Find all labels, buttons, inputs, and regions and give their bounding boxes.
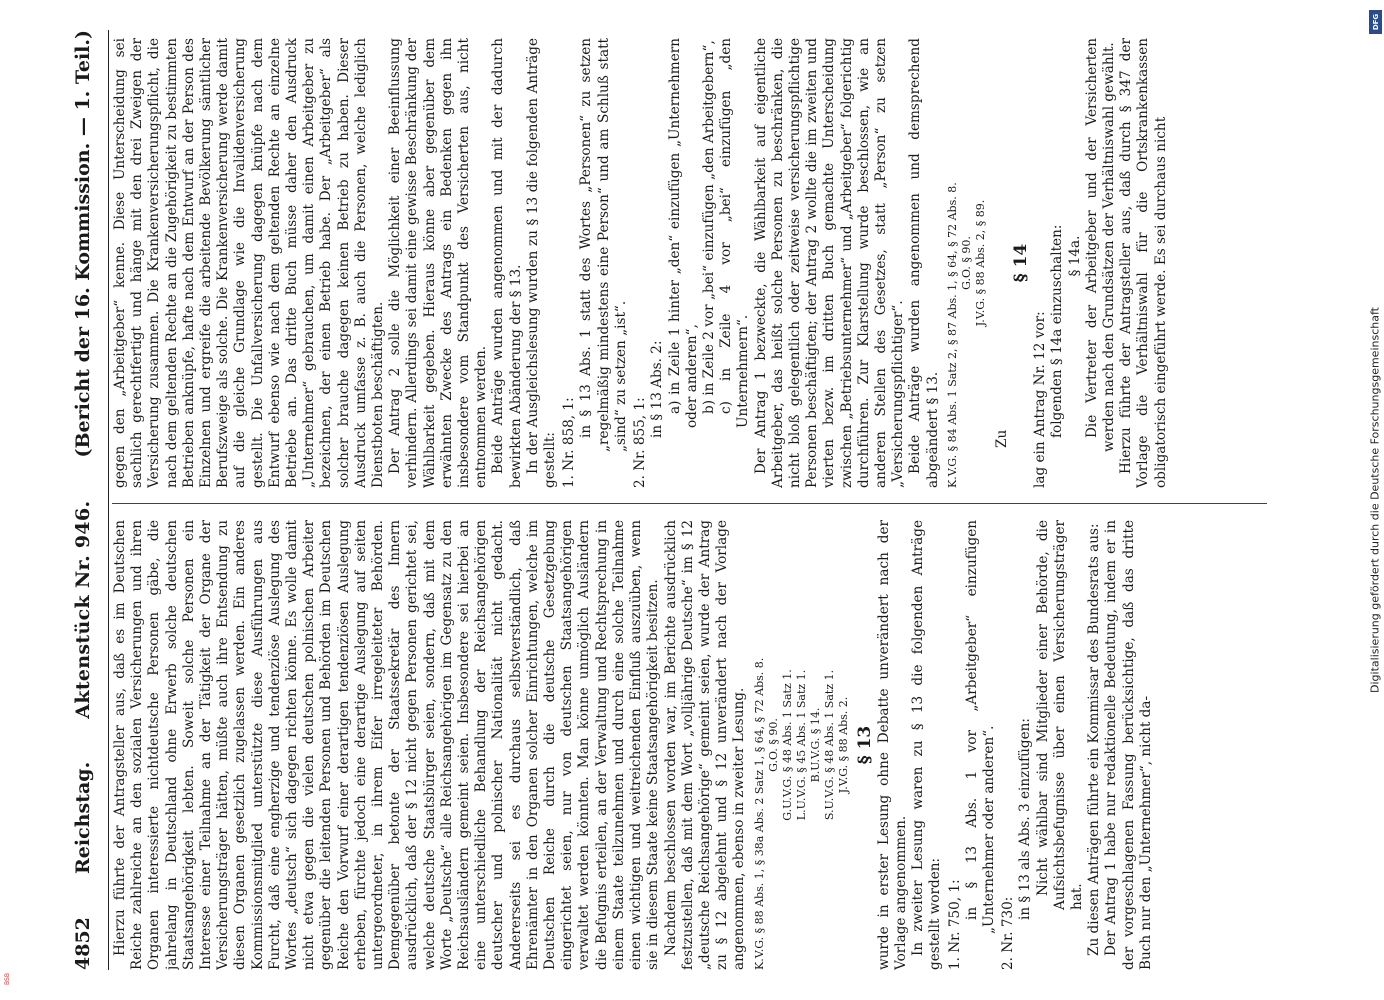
- motion-quote: Nicht wählbar sind Mitglieder einer Behörde, die Aufsichtsbefugnisse über einen Versicherungsträger hat.: [1034, 520, 1085, 910]
- header-center: Aktenstück Nr. 946.: [72, 500, 94, 719]
- paragraph: Zu diesen Anträgen führte ein Kommissar des Bundesrats aus:: [1086, 523, 1103, 956]
- law-reference: K.V.G. § 84 Abs. 1 Satz 2, § 87 Abs. 1, § 64, § 72 Abs. 8.: [945, 182, 959, 488]
- left-column: [112, 520, 1272, 970]
- law-reference: G.U.V.G. § 48 Abs. 1 Satz 1.: [780, 669, 794, 821]
- scanned-page: [72, 30, 1282, 970]
- quoted-provision: Die Vertreter der Arbeitgeber und der Versicherten werden nach den Grundsätzen der Verhältniswahl gewählt.: [1083, 38, 1117, 452]
- law-references: [946, 38, 988, 488]
- section-heading: § 13: [854, 725, 875, 765]
- page-header: [72, 30, 109, 970]
- motion-subitem: b) in Zeile 2 vor „bei“ einzufügen „den Arbeitgebern“,: [700, 40, 717, 414]
- motion-text: in § 13 Abs. 1 vor „Arbeitgeber“ einzufügen „Unternehmer oder anderen“.: [963, 520, 997, 934]
- section-heading: § 14: [1010, 243, 1031, 283]
- motion-text: in § 13 Abs. 2:: [649, 340, 666, 438]
- motion-subitem: a) in Zeile 1 hinter „den“ einzufügen „Unternehmern oder anderen“,: [666, 38, 700, 428]
- dfg-logo-icon: DFG: [1369, 10, 1382, 34]
- digitization-credit: Digitalisierung gefördert durch die Deutsche Forschungsgemeinschaft: [1368, 307, 1382, 693]
- header-left: Reichstag.: [72, 761, 94, 874]
- law-reference: J.V.G. § 88 Abs. 2.: [836, 696, 850, 794]
- motion-label: 2. Nr. 730:: [1000, 896, 1017, 970]
- paragraph: Der Antrag 1 bezweckte, die Wählbarkeit auf eigentliche Arbeitgeber, das heißt solche Personen zu beschränken, die nicht bloß gelegentlich oder zeitweise versicherungspflichtige Personen beschäftigten; der Antrag 2 wollte die im zweiten und vierten bezw. im dritten Buch gemachte Unterscheidung zwischen „Betriebsunternehmer“ und „Arbeitgeber“ folgerichtig durchführen. Zur Klarstellung wurde beschlossen, wie an anderen Stellen des Gesetzes, statt „Person“ zu setzen „Versicherungspflichtiger“.: [752, 38, 907, 488]
- paragraph: Der Antrag 2 solle die Möglichkeit einer Beeinflussung verhindern. Allerdings sei damit eine gewisse Beschränkung der Wählbarkeit gegeben. Hieraus könne aber gegenüber dem erwähnten Zwecke des Antrags ein Bedenken gegen ihn insbesondere vom Standpunkt des Versicherten aus, nicht entnommen werden.: [387, 38, 490, 488]
- paragraph: Nachdem beschlossen worden war, im Berichte ausdrücklich festzustellen, daß mit dem Wort „volljährige Deutsche“ im § 12 „deutsche Reichsangehörige“ gemeint seien, wurde der Antrag zu § 12 abgelehnt und § 12 unverändert nach der Vorlage angenommen, ebenso in zweiter Lesung.: [662, 520, 748, 970]
- paragraph: In der Ausgleichslesung wurden zu § 13 die folgenden Anträge gestellt:: [524, 38, 559, 488]
- motion-text: in § 13 als Abs. 3 einzufügen:: [1017, 718, 1034, 920]
- page-number: 4852: [72, 917, 94, 970]
- paragraph: Hierzu führte der Antragsteller aus, daß durch § 347 der Vorlage die Verhältniswahl für die Ortskrankenkassen obligatorisch eingeführt werde. Es sei durchaus nicht: [1118, 38, 1169, 488]
- motion-label: 1. Nr. 858, 1:: [561, 397, 578, 488]
- zu-label: Zu: [993, 429, 1010, 448]
- paragraph: wurde in erster Lesung ohne Debatte unverändert nach der Vorlage angenommen.: [875, 520, 909, 970]
- paragraph: lag ein Antrag Nr. 12 vor:: [1032, 311, 1049, 488]
- motion-item: [1000, 520, 1086, 970]
- motion-label: 1. Nr. 750, 1:: [946, 879, 963, 970]
- motion-text: in § 13 Abs. 1 statt des Wortes „Personen“ zu setzen „regelmäßig mindestens eine Person“ und am Schluß statt „sind“ zu setzen „ist“.: [578, 38, 629, 452]
- paragraph: folgenden § 14a einzuschalten:: [1049, 224, 1066, 438]
- header-right: (Bericht der 16. Kommission. — 1. Teil.): [72, 30, 94, 458]
- right-column: [112, 38, 1272, 488]
- motion-subitem: c) in Zeile 4 vor „bei“ einzufügen „den Unternehmern“.: [718, 38, 752, 428]
- law-reference: S.U.V.G. § 48 Abs. 1 Satz 1.: [822, 669, 836, 821]
- law-reference: G.O. § 90.: [766, 718, 780, 772]
- paragraph: In zweiter Lesung waren zu § 13 die folgenden Anträge gestellt worden:: [910, 520, 944, 970]
- subsection-heading: § 14a.: [1066, 235, 1083, 277]
- paragraph: Der Antrag 1 habe nur redaktionelle Bedeutung, indem er in der vorgeschlagenen Fassung berücksichtige, daß das dritte Buch nur den „Unternehmer“, nicht da-: [1103, 520, 1154, 970]
- library-mark: BSB: [4, 973, 11, 985]
- motion-item: [947, 520, 999, 970]
- motion-label: 2. Nr. 855, 1:: [632, 397, 649, 488]
- column-divider: [112, 503, 1267, 504]
- law-reference: L.U.V.G. § 45 Abs. 1 Satz 1.: [794, 669, 808, 821]
- law-reference: B.U.V.G. § 14.: [808, 707, 822, 783]
- paragraph: gegen den „Arbeitgeber“ kenne. Diese Unterscheidung sei sachlich gerechtfertigt und hänge mit den drei Zweigen der Versicherung zusammen. Die Krankenversicherungspflicht, die nach dem geltenden Rechte an die Zugehörigkeit zu bestimmten Betrieben anknüpfe, hafte nach dem Entwurf an der Person des Einzelnen und ergreife die arbeitende Bevölkerung sämtlicher Berufszweige als solche. Die Krankenversicherung werde damit auf die gleiche Grundlage wie die Invalidenversicherung gestellt. Die Unfallversicherung dagegen knüpfe nach dem Entwurf ebenso wie nach dem geltenden Rechte an einzelne Betriebe an. Das dritte Buch müsse daher den Ausdruck „Unternehmer“ gebrauchen, um damit einen Arbeitgeber zu bezeichnen, der einen Betrieb habe. Der „Arbeitgeber“ als solcher brauche dagegen keinen Betrieb zu haben. Dieser Ausdruck umfasse z. B. auch die Personen, welche lediglich Dienstboten beschäftigten.: [112, 38, 387, 488]
- motion-item: [561, 38, 630, 488]
- law-reference: G.O. § 90.: [959, 236, 973, 290]
- motion-item: [632, 38, 752, 488]
- law-reference: J.V.G. § 88 Abs. 2, § 89.: [973, 199, 987, 327]
- paragraph: Hierzu führte der Antragsteller aus, daß es im Deutschen Reiche zahlreiche an den sozialen Versicherungen und ihren Organen interessierte nichtdeutsche Personen gäbe, die jahrelang in Deutschland ohne Erwerb solche deutschen Staatsangehörigkeit lebten. Soweit solche Personen ein Interesse einer Teilnahme an der Tätigkeit der Organe der Versicherungsträger hätten, müßte auch ihre Entsendung zu diesen Organen gesetzlich zugelassen werden. Ein anderes Kommissionsmitglied unterstützte diese Ausführungen aus Furcht, daß eine engherzige und tendenziöse Auslegung des Wortes „deutsch“ sich dagegen richten könne. Es wolle damit nicht etwa gegen die vielen deutschen polnischen Arbeiter gegenüber die leitenden Personen und Behörden im Deutschen Reiche den Vorwurf einer derartigen tendenziösen Auslegung erheben, fürchte jedoch eine derartige Auslegung auf seiten untergeordneter, in ihrem Eifer irregeleiteter Behörden. Demgegenüber betonte der Staatssekretär des Innern ausdrücklich, daß der § 12 nicht gegen Personen gerichtet sei, welche deutsche Staatsbürger seien, sondern, daß mit dem Worte „Deutsche“ alle Reichsangehörigen im Gegensatz zu den Reichsausländern gemeint seien. Insbesondere sei hierbei an eine unterschiedliche Behandlung der Reichsangehörigen deutscher und polnischer Nationalität nicht gedacht. Andererseits sei es durchaus selbstverständlich, daß Ehrenämter in den Organen solcher Einrichtungen, welche im Deutschen Reiche durch die deutsche Gesetzgebung eingerichtet seien, nur von deutschen Staatsangehörigen verwaltet werden könnten. Man könne unmöglich Ausländern die Befugnis erteilen, an der Verwaltung und Rechtsprechung in einem Staate teilzunehmen und durch eine solche Teilnahme einen wichtigen und weitreichenden Einfluß auszuüben, wenn sie in diesem Staate keine Staatsangehörigkeit besitzen.: [112, 520, 662, 970]
- law-references: [753, 520, 851, 970]
- law-reference: K.V.G. § 88 Abs. 1, § 38a Abs. 2 Satz 1, § 64, § 72 Abs. 8.: [752, 657, 766, 970]
- paragraph: Beide Anträge wurden angenommen und mit der dadurch bewirkten Abänderung der § 13.: [490, 38, 524, 488]
- paragraph: Beide Anträge wurden angenommen und demsprechend abgeändert § 13.: [907, 38, 941, 488]
